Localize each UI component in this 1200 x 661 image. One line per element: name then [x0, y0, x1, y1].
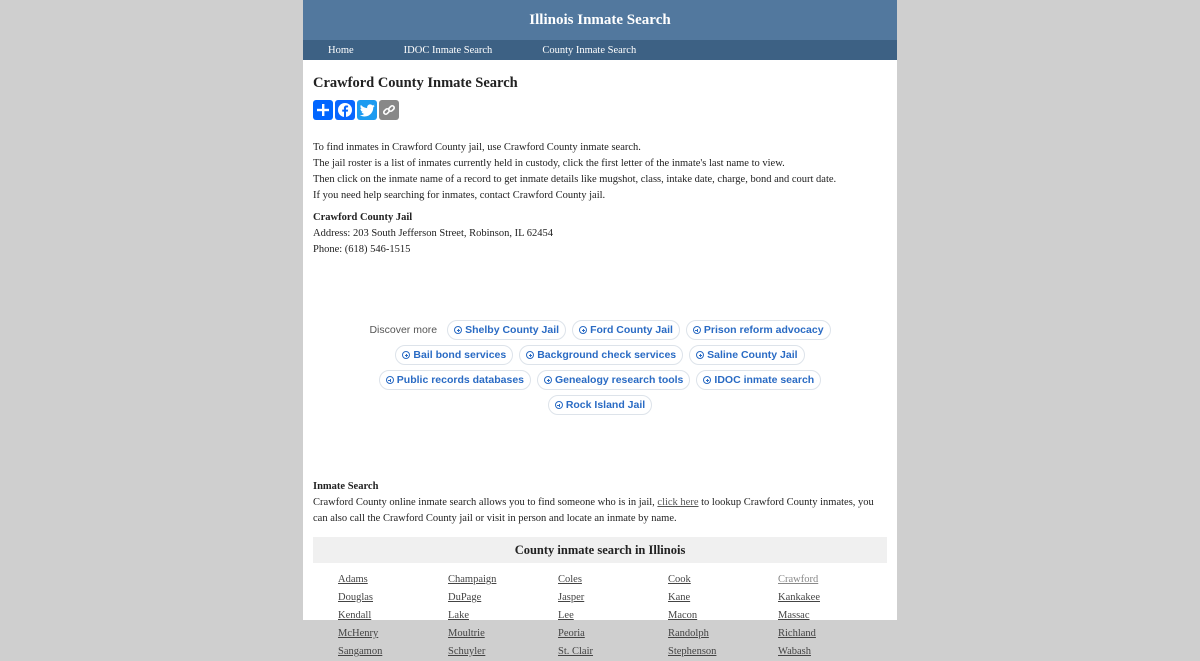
- plus-circle-icon: [696, 351, 704, 359]
- county-link[interactable]: Richland: [778, 628, 816, 639]
- county-link[interactable]: Wabash: [778, 646, 811, 657]
- main-nav: [303, 40, 897, 60]
- jail-phone: Phone: (618) 546-1515: [313, 244, 411, 255]
- discover-chip[interactable]: [696, 370, 821, 390]
- intro-line: To find inmates in Crawford County jail, use Crawford County inmate search.: [313, 142, 641, 153]
- chip-label: Genealogy research tools: [555, 374, 684, 386]
- twitter-share-button[interactable]: [357, 100, 377, 120]
- county-link[interactable]: Peoria: [558, 628, 585, 639]
- click-here-link[interactable]: click here: [657, 497, 699, 508]
- county-link[interactable]: McHenry: [338, 628, 379, 639]
- county-link[interactable]: Massac: [778, 610, 810, 621]
- chip-label: Rock Island Jail: [565, 399, 646, 411]
- discover-chip[interactable]: [572, 320, 680, 340]
- county-link[interactable]: Schuyler: [448, 646, 486, 657]
- county-link[interactable]: Kane: [668, 592, 691, 603]
- page-container: [303, 0, 897, 657]
- jail-name: Crawford County Jail: [313, 212, 413, 223]
- intro-text: [313, 140, 887, 204]
- share-bar: [313, 100, 887, 120]
- site-title[interactable]: Illinois Inmate Search: [529, 11, 671, 28]
- inmate-search-section: [313, 479, 887, 527]
- plus-icon: [316, 103, 330, 117]
- intro-line: If you need help searching for inmates, contact Crawford County jail.: [313, 190, 606, 201]
- chip-label: Ford County Jail: [590, 324, 673, 336]
- copy-link-button[interactable]: [379, 100, 399, 120]
- share-button[interactable]: [313, 100, 333, 120]
- county-link[interactable]: Macon: [668, 610, 698, 621]
- discover-more-label: Discover more: [369, 324, 438, 336]
- discover-chip[interactable]: [686, 320, 831, 340]
- jail-info: [313, 210, 887, 258]
- county-link[interactable]: Kendall: [338, 610, 372, 621]
- plus-circle-icon: [526, 351, 534, 359]
- county-link[interactable]: Kankakee: [778, 592, 820, 603]
- county-link[interactable]: Lake: [448, 610, 469, 621]
- page-title: Crawford County Inmate Search: [313, 75, 518, 91]
- county-link[interactable]: Lee: [558, 610, 574, 621]
- chip-label: Background check services: [537, 349, 677, 361]
- county-link[interactable]: Randolph: [668, 628, 709, 639]
- facebook-share-button[interactable]: [335, 100, 355, 120]
- inmate-search-heading: Inmate Search: [313, 481, 379, 492]
- chip-label: Public records databases: [396, 374, 525, 386]
- link-icon: [382, 103, 396, 117]
- county-link[interactable]: Moultrie: [448, 628, 485, 639]
- discover-chip[interactable]: [379, 370, 531, 390]
- chip-label: Prison reform advocacy: [703, 324, 824, 336]
- discover-more: [313, 320, 887, 415]
- county-link[interactable]: Jasper: [558, 592, 585, 603]
- county-link-current[interactable]: Crawford: [778, 574, 819, 585]
- chip-label: Bail bond services: [413, 349, 507, 361]
- plus-circle-icon: [386, 376, 394, 384]
- twitter-icon: [360, 104, 375, 117]
- discover-chip[interactable]: [548, 395, 652, 415]
- plus-circle-icon: [544, 376, 552, 384]
- chip-label: IDOC inmate search: [714, 374, 815, 386]
- intro-line: Then click on the inmate name of a record to get inmate details like mugshot, class, intake date, charge, bond and court date.: [313, 174, 837, 185]
- county-search-header: [313, 537, 887, 563]
- county-link[interactable]: Stephenson: [668, 646, 717, 657]
- plus-circle-icon: [402, 351, 410, 359]
- nav-home[interactable]: Home: [328, 44, 354, 56]
- discover-chip[interactable]: [537, 370, 690, 390]
- discover-chip[interactable]: [519, 345, 683, 365]
- county-link[interactable]: Adams: [338, 574, 368, 585]
- discover-chip[interactable]: [689, 345, 804, 365]
- plus-circle-icon: [703, 376, 711, 384]
- chip-label: Shelby County Jail: [465, 324, 560, 336]
- nav-county-inmate-search[interactable]: County Inmate Search: [542, 44, 637, 56]
- text-after: to lookup Crawford County inmates, you can also call the Crawford County jail or visit in person and locate an inmate by name.: [313, 497, 874, 524]
- intro-line: The jail roster is a list of inmates currently held in custody, click the first letter of the inmate's last name to view.: [313, 158, 785, 169]
- plus-circle-icon: [555, 401, 563, 409]
- county-link[interactable]: Douglas: [338, 592, 373, 603]
- inmate-search-text: [313, 495, 887, 527]
- discover-chip[interactable]: [447, 320, 566, 340]
- county-link[interactable]: Champaign: [448, 574, 497, 585]
- plus-circle-icon: [579, 326, 587, 334]
- county-link-grid: [313, 571, 887, 661]
- plus-circle-icon: [693, 326, 701, 334]
- county-link[interactable]: DuPage: [448, 592, 482, 603]
- facebook-icon: [337, 102, 353, 118]
- text-before: Crawford County online inmate search allows you to find someone who is in jail,: [313, 497, 658, 508]
- main-content: [303, 75, 897, 661]
- plus-circle-icon: [454, 326, 462, 334]
- county-search-title: County inmate search in Illinois: [514, 542, 686, 557]
- nav-idoc-inmate-search[interactable]: IDOC Inmate Search: [403, 44, 493, 56]
- discover-chip[interactable]: [395, 345, 513, 365]
- county-link[interactable]: Coles: [558, 574, 582, 585]
- site-header: [303, 0, 897, 40]
- county-link[interactable]: Sangamon: [338, 646, 383, 657]
- jail-address: Address: 203 South Jefferson Street, Robinson, IL 62454: [313, 228, 554, 239]
- county-link[interactable]: St. Clair: [558, 646, 594, 657]
- county-link[interactable]: Cook: [668, 574, 691, 585]
- chip-label: Saline County Jail: [707, 349, 798, 361]
